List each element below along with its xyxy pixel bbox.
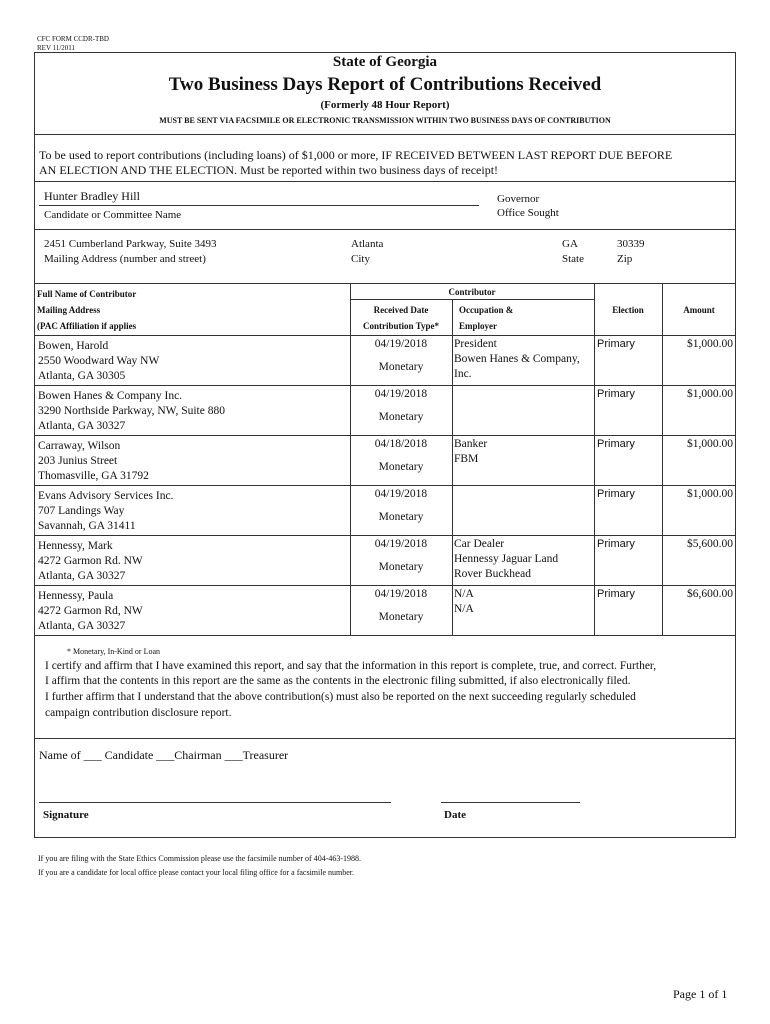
table-row: [0, 485, 770, 535]
zip-value[interactable]: 30339: [617, 238, 645, 250]
form-rev: REV 11/2011: [37, 44, 76, 52]
contributor-street: 3290 Northside Parkway, NW, Suite 880: [38, 405, 225, 417]
contributor-city: Thomasville, GA 31792: [38, 470, 149, 482]
contribution-type: Monetary: [378, 461, 424, 473]
fax-note: If you are filing with the State Ethics Commission please use the facsimile number of 404-463-1988.: [38, 854, 362, 863]
date-label: Date: [444, 809, 466, 821]
contributor-name: Hennessy, Paula: [38, 590, 114, 602]
mailing-address-label: Mailing Address (number and street): [44, 253, 206, 265]
contributor-name: Bowen, Harold: [38, 340, 109, 352]
header-employer: Employer: [459, 321, 497, 331]
table-row: [0, 585, 770, 635]
contribution-type: Monetary: [378, 561, 424, 573]
table-row: [0, 535, 770, 585]
contributor-street: 4272 Garmon Rd, NW: [38, 605, 143, 617]
header-full-name: Full Name of Contributor: [37, 289, 137, 299]
table-row: [0, 435, 770, 485]
amount: $1,000.00: [687, 438, 733, 450]
contribution-type: Monetary: [378, 411, 424, 423]
contributor-city: Savannah, GA 31411: [38, 520, 136, 532]
amount: $1,000.00: [687, 338, 733, 350]
name-of-role-selector[interactable]: Name of ___ Candidate ___Chairman ___Treasurer: [39, 748, 289, 762]
state-label: State: [562, 253, 584, 265]
report-subtitle: (Formerly 48 Hour Report): [320, 99, 450, 111]
table-row: [0, 335, 770, 385]
type-footnote: * Monetary, In-Kind or Loan: [67, 647, 161, 656]
header-contribution-type: Contribution Type*: [363, 321, 439, 331]
contributor-city: Atlanta, GA 30327: [38, 570, 126, 582]
divider: [34, 229, 736, 230]
header-election: Election: [612, 305, 644, 315]
employer: Bowen Hanes & Company,: [454, 353, 580, 365]
form-id: CFC FORM CCDR-TBD: [37, 35, 109, 43]
certification-line-4: campaign contribution disclosure report.: [45, 707, 232, 719]
employer: FBM: [454, 453, 479, 465]
state-title: State of Georgia: [332, 54, 438, 70]
election: Primary: [597, 338, 635, 350]
local-office-note: If you are a candidate for local office please contact your local filing office for a facsimile number.: [38, 868, 355, 877]
received-date: 04/18/2018: [374, 438, 428, 450]
contributor-city: Atlanta, GA 30327: [38, 420, 126, 432]
election: Primary: [597, 488, 635, 500]
state-value[interactable]: GA: [562, 238, 578, 250]
candidate-name-label: Candidate or Committee Name: [44, 209, 182, 221]
instructions-line-1: To be used to report contributions (including loans) of $1,000 or more, IF RECEIVED BETWEEN LAST REPORT DUE BEFORE: [39, 148, 673, 162]
header-amount: Amount: [683, 305, 715, 315]
contributor-city: Atlanta, GA 30327: [38, 620, 126, 632]
amount: $1,000.00: [687, 388, 733, 400]
employer-cont: Inc.: [454, 368, 472, 380]
employer-cont: Rover Buckhead: [454, 568, 531, 580]
contributor-street: 707 Landings Way: [38, 505, 125, 517]
contribution-type: Monetary: [378, 361, 424, 373]
instructions-line-2: AN ELECTION AND THE ELECTION. Must be reported within two business days of receipt!: [39, 163, 499, 177]
received-date: 04/19/2018: [374, 388, 428, 400]
amount: $1,000.00: [687, 488, 733, 500]
table-row: [0, 385, 770, 435]
zip-label: Zip: [617, 253, 633, 265]
divider: [34, 181, 736, 182]
candidate-name-value[interactable]: Hunter Bradley Hill: [44, 189, 140, 203]
transmission-notice: MUST BE SENT VIA FACSIMILE OR ELECTRONIC TRANSMISSION WITHIN TWO BUSINESS DAYS OF CONTRIBUTION: [159, 116, 611, 125]
amount: $6,600.00: [687, 588, 733, 600]
divider: [34, 134, 736, 135]
signature-label: Signature: [43, 809, 89, 821]
header-pac-affiliation: (PAC Affiliation if applies: [37, 321, 137, 331]
header-mailing-address: Mailing Address: [37, 305, 101, 315]
divider: [34, 738, 736, 739]
form-id-block: [37, 35, 109, 53]
contribution-type: Monetary: [378, 511, 424, 523]
election: Primary: [597, 538, 635, 550]
page-number: Page 1 of 1: [673, 987, 728, 1001]
received-date: 04/19/2018: [374, 488, 428, 500]
contributor-street: 2550 Woodward Way NW: [38, 355, 160, 367]
report-title: Two Business Days Report of Contributions Received: [168, 74, 602, 95]
contributor-name: Bowen Hanes & Company Inc.: [38, 390, 183, 402]
row-divider: [34, 635, 736, 636]
occupation: President: [454, 338, 497, 350]
received-date: 04/19/2018: [374, 588, 428, 600]
contributor-name: Hennessy, Mark: [38, 540, 113, 552]
divider: [34, 283, 736, 284]
certification-line-3: I further affirm that I understand that the above contribution(s) must also be reported on the next succeeding regularly scheduled: [45, 691, 636, 703]
contributor-name: Evans Advisory Services Inc.: [38, 490, 174, 502]
election: Primary: [597, 588, 635, 600]
header-divider: [350, 299, 594, 300]
contributor-name: Carraway, Wilson: [38, 440, 121, 452]
employer: Hennessy Jaguar Land: [454, 553, 559, 565]
received-date: 04/19/2018: [374, 338, 428, 350]
employer: N/A: [454, 603, 474, 615]
candidate-name-underline: [39, 205, 479, 206]
amount: $5,600.00: [687, 538, 733, 550]
header-received-date: Received Date: [373, 305, 429, 315]
election: Primary: [597, 388, 635, 400]
occupation: N/A: [454, 588, 474, 600]
header-contributor: Contributor: [448, 287, 496, 297]
office-sought-value[interactable]: Governor: [497, 193, 540, 205]
contributor-city: Atlanta, GA 30305: [38, 370, 126, 382]
header-occupation: Occupation &: [459, 305, 514, 315]
contributor-street: 203 Junius Street: [38, 455, 118, 467]
received-date: 04/19/2018: [374, 538, 428, 550]
signature-line[interactable]: [39, 802, 391, 803]
city-value[interactable]: Atlanta: [351, 238, 384, 250]
office-sought-label: Office Sought: [497, 207, 559, 219]
occupation: Banker: [454, 438, 488, 450]
mailing-address-value[interactable]: 2451 Cumberland Parkway, Suite 3493: [44, 238, 217, 250]
certification-line-2: I affirm that the contents in this report are the same as the contents in the electronic filing submitted, if also electronically filed.: [45, 675, 631, 687]
contribution-type: Monetary: [378, 611, 424, 623]
contributor-street: 4272 Garmon Rd. NW: [38, 555, 143, 567]
city-label: City: [351, 253, 370, 265]
certification-line-1: I certify and affirm that I have examined this report, and say that the information in this report is complete, true, and correct. Further,: [45, 660, 657, 672]
election: Primary: [597, 438, 635, 450]
date-line[interactable]: [441, 802, 580, 803]
occupation: Car Dealer: [454, 538, 505, 550]
